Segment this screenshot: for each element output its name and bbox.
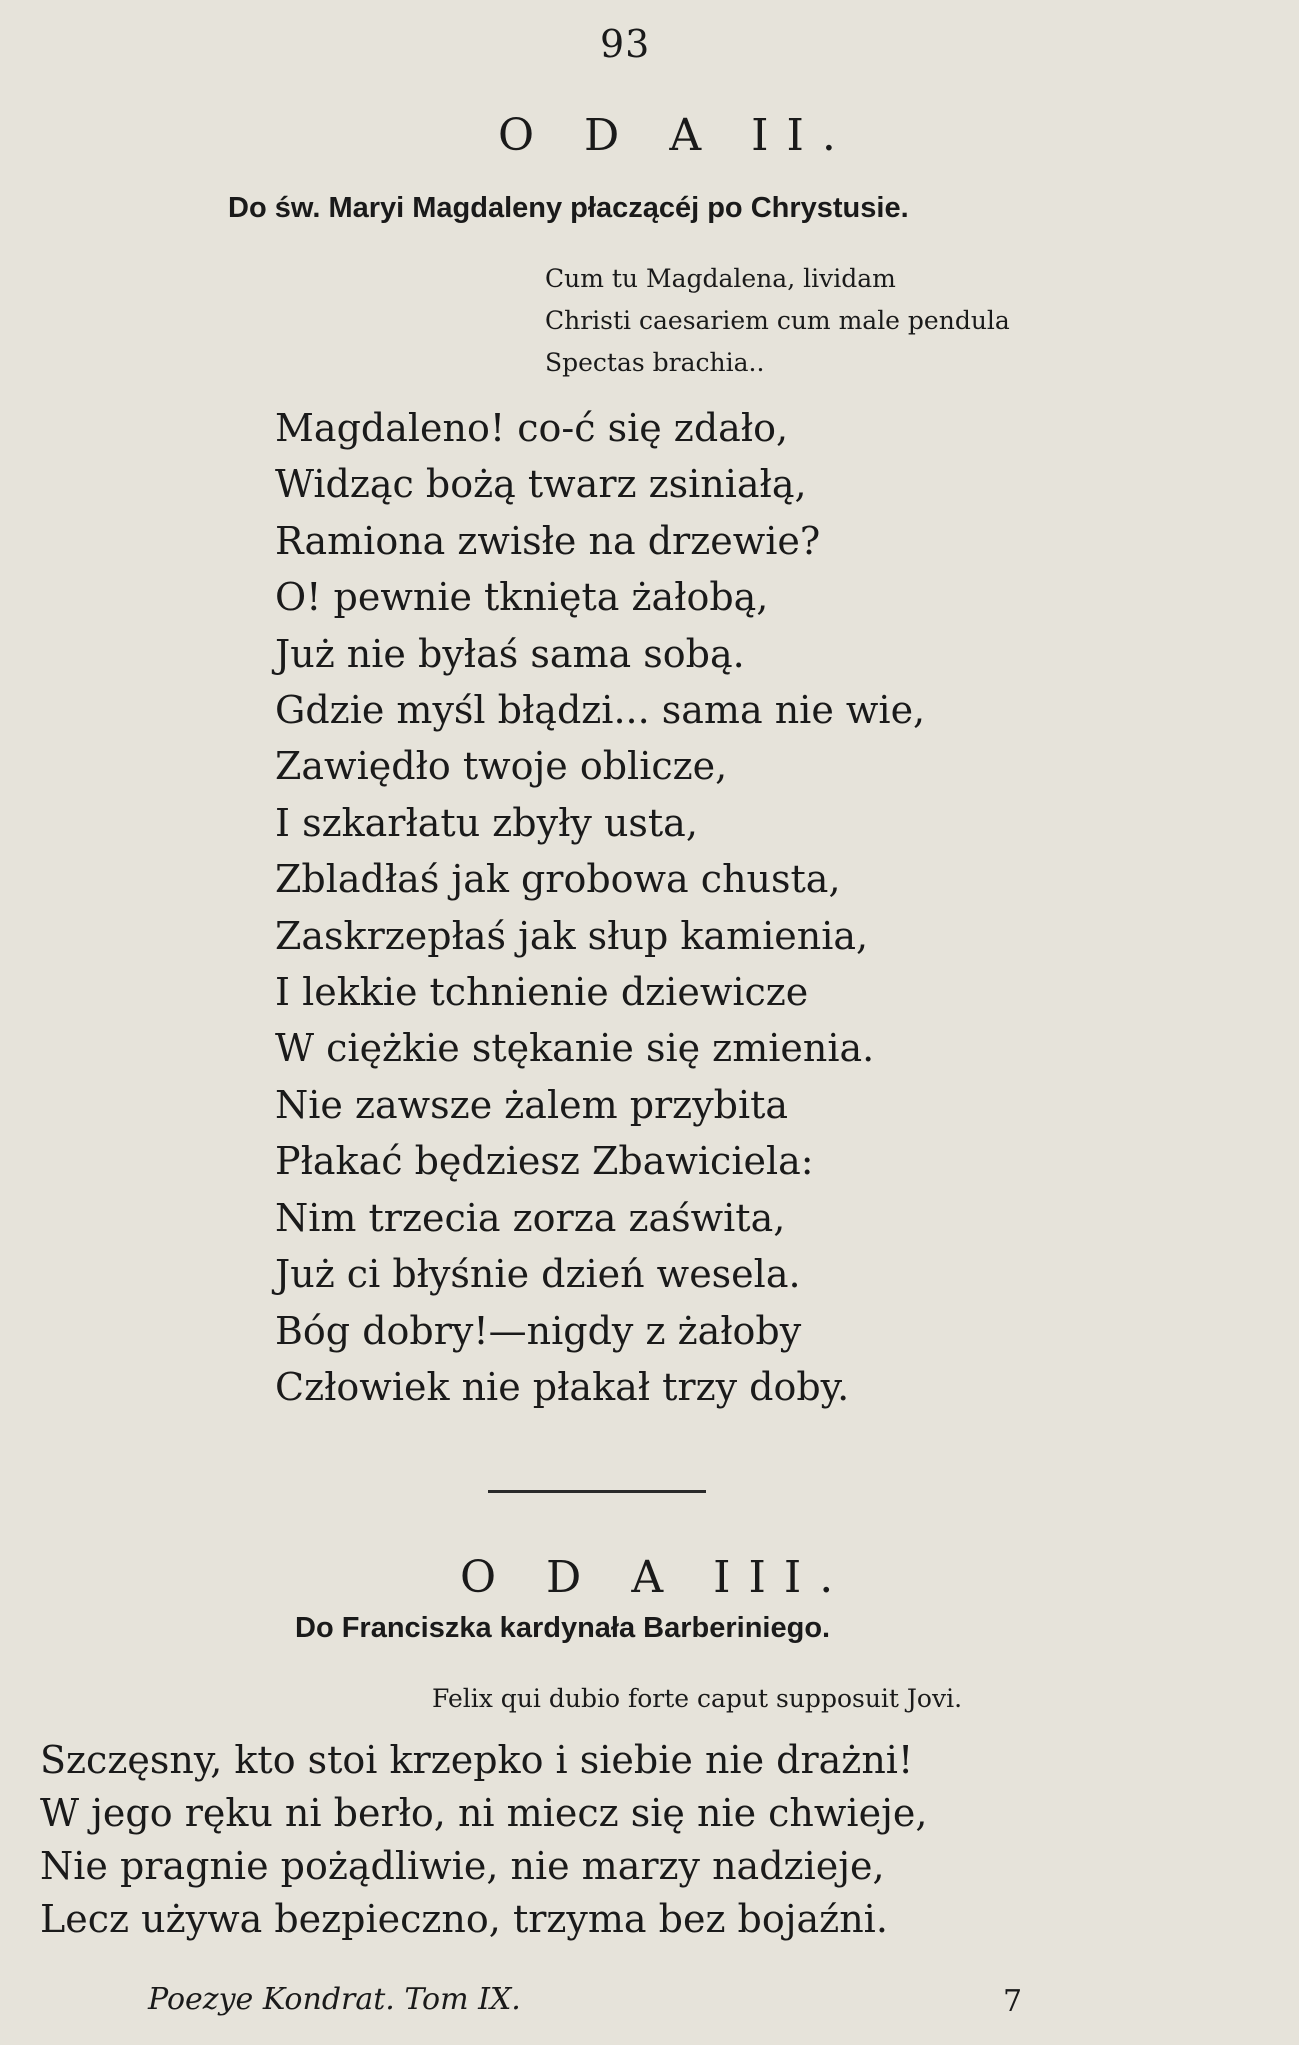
poem-line: Gdzie myśl błądzi... sama nie wie, xyxy=(275,688,926,733)
ode-3-poem xyxy=(40,1734,927,1946)
poem-line: W jego ręku ni berło, ni miecz się nie chwieje, xyxy=(40,1791,928,1835)
poem-line: Już nie byłaś sama sobą. xyxy=(275,631,745,676)
poem-line: W ciężkie stękanie się zmienia. xyxy=(275,1026,875,1071)
poem-line: Płakać będziesz Zbawiciela: xyxy=(275,1139,814,1184)
ode-2-epigraph xyxy=(545,258,1010,384)
signature-number: 7 xyxy=(1003,1984,1023,2019)
epigraph-line: Spectas brachia.. xyxy=(545,348,765,377)
ode-2-poem xyxy=(275,400,925,1415)
poem-line: Nie pragnie pożądliwie, nie marzy nadzieje, xyxy=(40,1844,885,1888)
poem-line: Nim trzecia zorza zaświta, xyxy=(275,1195,786,1240)
poem-line: I szkarłatu zbyły usta, xyxy=(275,800,698,845)
epigraph-line: Cum tu Magdalena, lividam xyxy=(545,264,896,293)
epigraph-line: Christi caesariem cum male pendula xyxy=(545,306,1010,335)
printer-signature: Poezye Kondrat. Tom IX. xyxy=(148,1982,521,2017)
ode-3-epigraph: Felix qui dubio forte caput supposuit Jovi. xyxy=(432,1684,963,1713)
section-divider xyxy=(488,1490,706,1493)
poem-line: Zbladłaś jak grobowa chusta, xyxy=(275,857,841,902)
ode-3-title: O D A III. xyxy=(460,1552,852,1603)
poem-line: Widząc bożą twarz zsiniałą, xyxy=(275,462,807,507)
poem-line: Zaskrzepłaś jak słup kamienia, xyxy=(275,913,869,958)
poem-line: Już ci błyśnie dzień wesela. xyxy=(275,1252,801,1297)
poem-line: Szczęsny, kto stoi krzepko i siebie nie drażni! xyxy=(40,1738,914,1782)
poem-line: Bóg dobry!—nigdy z żałoby xyxy=(275,1308,802,1353)
poem-line: Zawiędło twoje oblicze, xyxy=(275,744,728,789)
poem-line: O! pewnie tknięta żałobą, xyxy=(275,575,769,620)
poem-line: Ramiona zwisłe na drzewie? xyxy=(275,518,821,563)
ode-2-subtitle: Do św. Maryi Magdaleny płaczącéj po Chrystusie. xyxy=(228,192,909,224)
poem-line: Lecz używa bezpieczno, trzyma bez bojaźni. xyxy=(40,1897,888,1941)
poem-line: Człowiek nie płakał trzy doby. xyxy=(275,1364,850,1409)
poem-line: I lekkie tchnienie dziewicze xyxy=(275,970,809,1015)
ode-2-title: O D A II. xyxy=(498,110,854,161)
page-number: 93 xyxy=(600,22,651,66)
poem-line: Nie zawsze żalem przybita xyxy=(275,1082,789,1127)
poem-line: Magdaleno! co-ć się zdało, xyxy=(275,406,789,450)
ode-3-subtitle: Do Franciszka kardynała Barberiniego. xyxy=(295,1612,831,1644)
